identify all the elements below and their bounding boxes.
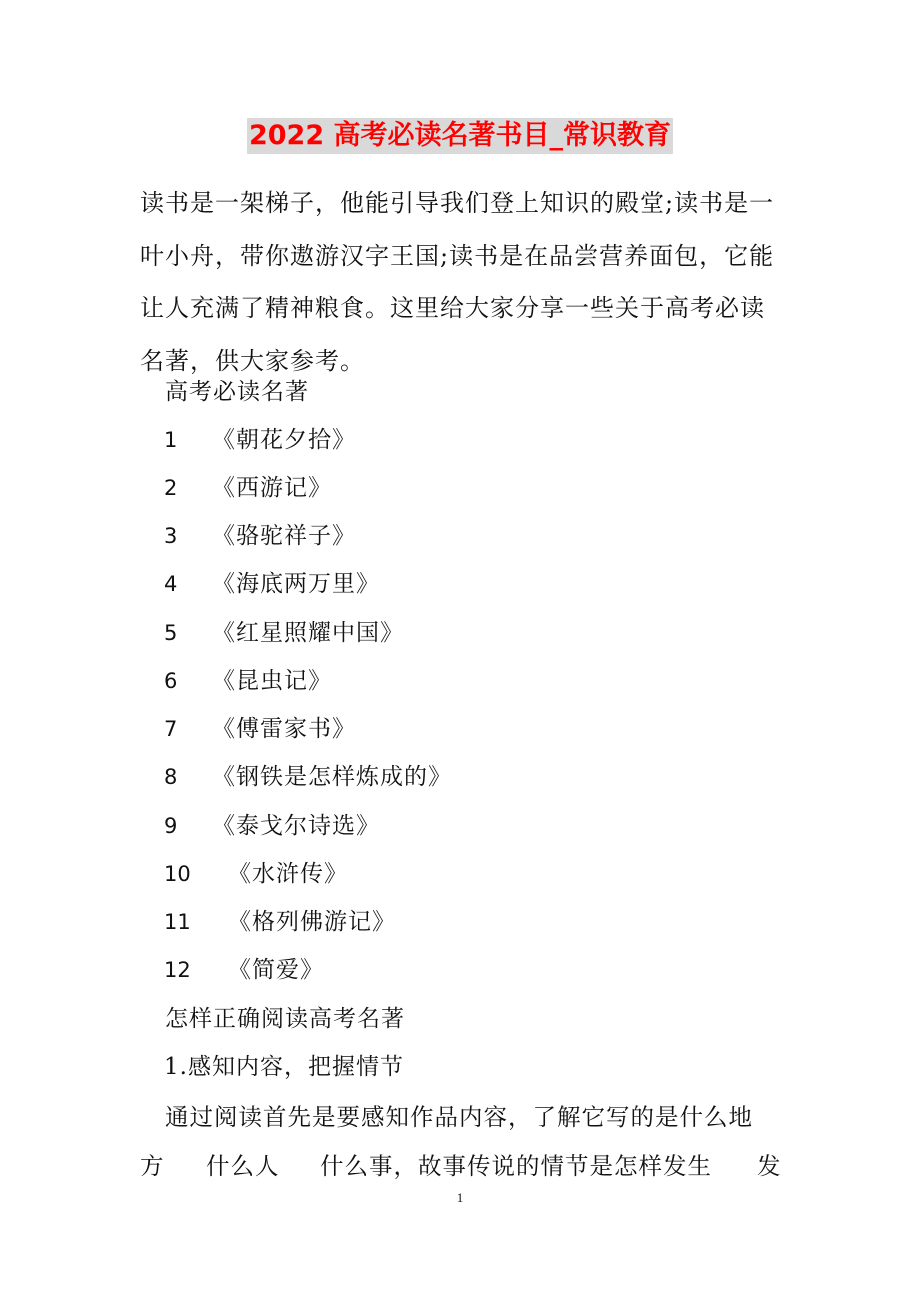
list-item-title: 《朝花夕拾》 — [212, 427, 356, 453]
document-title — [0, 118, 920, 154]
list-item-number: 4 — [164, 572, 178, 596]
section-heading-how-to-read: 怎样正确阅读高考名著 — [165, 1006, 405, 1032]
title-text: 2022 高考必读名著书目_常识教育 — [247, 118, 673, 154]
page-number: 1 — [456, 1190, 464, 1205]
list-item-number: 6 — [164, 669, 178, 693]
list-item-number: 10 — [164, 862, 191, 886]
line-fragment: 什么人 — [206, 1152, 280, 1180]
list-item-title: 《水浒传》 — [228, 861, 348, 887]
list-item-title: 《西游记》 — [212, 475, 332, 501]
list-item-number: 11 — [164, 910, 191, 934]
line-fragment: 什么事，故事传说的情节是怎样发生 — [320, 1152, 712, 1180]
list-item-number: 1 — [164, 428, 178, 452]
subheading-perceive-content: 1.感知内容，把握情节 — [164, 1054, 404, 1080]
list-item-title: 《海底两万里》 — [212, 571, 380, 597]
list-item-number: 7 — [164, 717, 178, 741]
list-item-number: 12 — [164, 958, 191, 982]
list-item-title: 《红星照耀中国》 — [212, 620, 404, 646]
list-item-number: 2 — [164, 476, 178, 500]
list-item-title: 《泰戈尔诗选》 — [212, 813, 380, 839]
intro-paragraph: 读书是一架梯子，他能引导我们登上知识的殿堂;读书是一叶小舟，带你遨游汉字王国;读书是在品尝营养面包，它能让人充满了精神粮食。这里给大家分享一些关于高考必读名著，供大家参考。 — [140, 189, 775, 375]
line-fragment: 方 — [140, 1152, 165, 1180]
line-fragment: 发 — [757, 1152, 782, 1180]
list-item-number: 9 — [164, 814, 178, 838]
list-item-number: 5 — [164, 621, 178, 645]
list-item-title: 《昆虫记》 — [212, 668, 332, 694]
list-item-number: 3 — [164, 524, 178, 548]
list-item-title: 《钢铁是怎样炼成的》 — [212, 764, 452, 790]
body-paragraph-line-1: 通过阅读首先是要感知作品内容，了解它写的是什么地 — [165, 1103, 753, 1131]
list-item-title: 《简爱》 — [228, 957, 324, 983]
list-item-title: 《骆驼祥子》 — [212, 523, 356, 549]
section-heading-must-read: 高考必读名著 — [165, 379, 309, 405]
list-item-title: 《格列佛游记》 — [228, 909, 396, 935]
list-item-title: 《傅雷家书》 — [212, 716, 356, 742]
list-item-number: 8 — [164, 765, 178, 789]
